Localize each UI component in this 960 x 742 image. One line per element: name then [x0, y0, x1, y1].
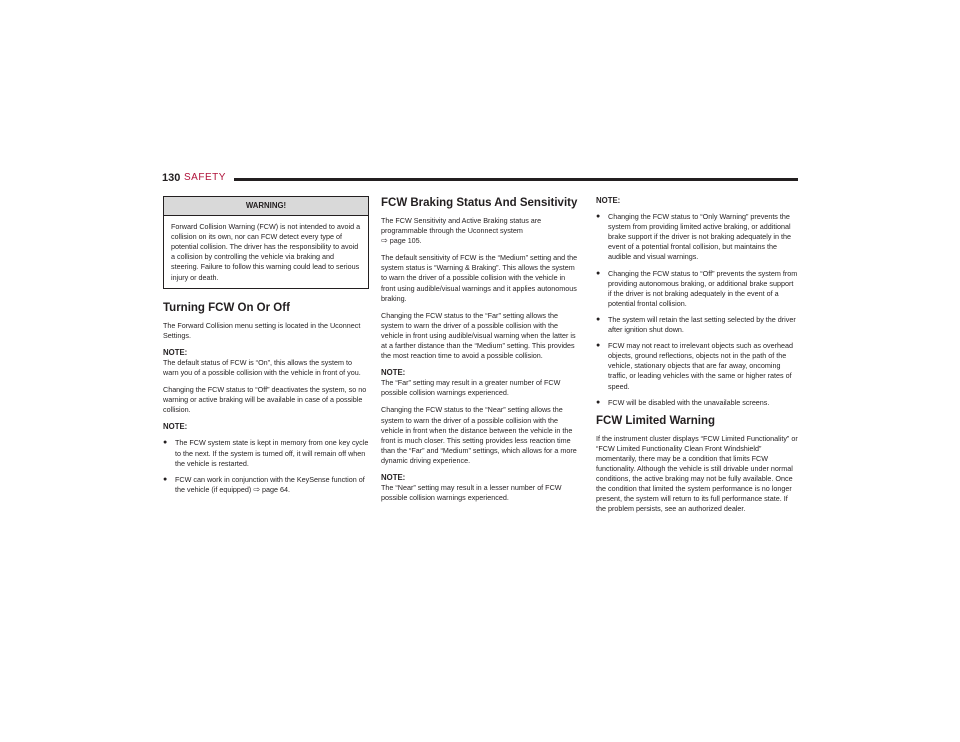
- paragraph: If the instrument cluster displays “FCW Limited Functionality” or “FCW Limited Functionality Clean Front Windshield” momentarily, there may be a condition that limits FCW functionality. Although the vehicle is still drivable under normal conditions, the active braking may not be fully available. Once the condition that limited the system performance is no longer present, the system will return to its full performance state. If the problem persists, see an authorized dealer.: [596, 433, 798, 514]
- bullet-list: [596, 212, 798, 408]
- column-1: [163, 196, 369, 501]
- section-title: SAFETY: [184, 172, 226, 183]
- list-item: ● Changing the FCW status to “Off” prevents the system from providing autonomous braking, or additional brake support if the driver is not braking adequately in the event of a potential frontal collision.: [596, 268, 798, 308]
- note-text: The default status of FCW is “On”, this allows the system to warn you of a possible collision with the vehicle in front of you.: [163, 357, 361, 377]
- heading-limited-warning: FCW Limited Warning: [596, 414, 716, 427]
- list-item: ● FCW may not react to irrelevant objects such as overhead objects, ground reflections, objects not in the path of the vehicle, stationary objects that are far away, oncoming traffic, or leading vehicles with the same or higher rates of speed.: [596, 341, 793, 391]
- list-item: ● Changing the FCW status to “Only Warning” prevents the system from providing limited active braking, or additional brake support if the driver is not braking adequately in the event of a potential frontal collision, but maintains the audible and visual warnings.: [596, 212, 791, 262]
- bullet-icon: ●: [596, 269, 601, 277]
- column-2: [381, 196, 581, 510]
- bullet-icon: ●: [596, 315, 601, 323]
- note-label: NOTE:: [596, 196, 621, 205]
- warning-title: WARNING!: [164, 197, 368, 216]
- list-item: ● The FCW system state is kept in memory from one key cycle to the next. If the system is turned off, it will remain off when the vehicle is restarted.: [163, 438, 369, 468]
- bullet-icon: ●: [596, 213, 601, 221]
- bullet-icon: ●: [163, 475, 168, 483]
- list-item: ● The system will retain the last setting selected by the driver after ignition shut down.: [596, 314, 796, 335]
- paragraph: Changing the FCW status to the “Far” setting allows the system to warn the driver of a possible collision with the vehicle in front using audible/visual warning when the latter is at a farther distance than the “Medium” setting. This provides the most reaction time to avoid a possible collision.: [381, 310, 576, 361]
- page-reference-link[interactable]: page 105.: [389, 236, 422, 246]
- paragraph: The Forward Collision menu setting is located in the Uconnect Settings.: [163, 320, 361, 340]
- note-label: NOTE:: [163, 347, 188, 357]
- page-header: [162, 172, 798, 186]
- paragraph: The default sensitivity of FCW is the “Medium” setting and the system status is “Warning & Braking”. This allows the system to warn the driver of a possible collision with the vehicle in front using audible/visual warnings and it applies autonomous braking.: [381, 253, 578, 303]
- page-reference-icon: ⇨: [381, 236, 388, 246]
- paragraph: The FCW Sensitivity and Active Braking status are programmable through the Uconnect system ⇨ page 105.: [381, 216, 542, 246]
- heading-braking-status: FCW Braking Status And Sensitivity: [381, 197, 578, 209]
- note-label: NOTE:: [381, 472, 406, 482]
- page-reference-icon: ⇨: [253, 484, 261, 494]
- page-reference-link[interactable]: page 64.: [262, 484, 291, 494]
- warning-box: [163, 196, 369, 289]
- note-label: NOTE:: [381, 368, 406, 378]
- bullet-icon: ●: [163, 439, 168, 447]
- bullet-icon: ●: [596, 398, 601, 406]
- bullet-icon: ●: [596, 342, 601, 350]
- paragraph: Changing the FCW status to “Off” deactivates the system, so no warning or active braking will be available in case of a possible collision.: [163, 385, 367, 415]
- warning-text: Forward Collision Warning (FCW) is not intended to avoid a collision on its own, nor can FCW detect every type of potential collision. The driver has the responsibility to avoid a collision by controlling the vehicle via braking and steering. Failure to follow this warning could lead to serious injury or death.: [171, 222, 361, 282]
- note-text: The “Near” setting may result in a lesser number of FCW possible collision warnings experienced.: [381, 482, 562, 503]
- note-label: NOTE:: [163, 422, 188, 432]
- note-text: The “Far” setting may result in a greater number of FCW possible collision warnings experienced.: [381, 378, 561, 398]
- bullet-list: [163, 438, 369, 494]
- paragraph: Changing the FCW status to the “Near” setting allows the system to warn the driver of a possible collision with the vehicle in front when the distance between the vehicle in the front is much closer. This setting provides less reaction time than the “Far” and “Medium” settings, which allows for a more dynamic driving experience.: [381, 405, 577, 465]
- page-number: 130: [162, 172, 181, 184]
- heading-turning-fcw: Turning FCW On Or Off: [163, 301, 290, 314]
- column-3: [596, 196, 798, 521]
- list-item: ● FCW can work in conjunction with the KeySense function of the vehicle (if equipped) ⇨ page 64.: [163, 474, 365, 494]
- header-rule: [234, 178, 798, 181]
- list-item: ● FCW will be disabled with the unavailable screens.: [596, 397, 770, 407]
